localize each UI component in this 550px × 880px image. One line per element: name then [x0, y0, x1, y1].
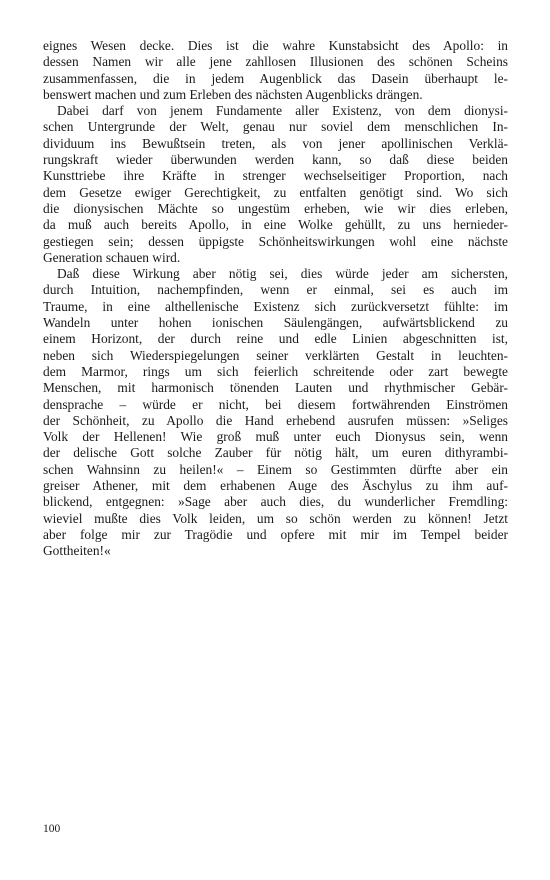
text-line: wieviel mußte dies Volk leiden, um so schön werden zu können! Jetzt — [43, 510, 508, 526]
text-line: Dabei darf von jenem Fundamente aller Existenz, von dem dionysi- — [57, 103, 508, 119]
text-line: dem Gesetze ewiger Gerechtigkeit, zu entfalten genötigt sind. Wo sich — [43, 184, 508, 200]
text-line: der delische Gott solche Zauber für nötig hält, um euren dithyrambi- — [43, 445, 508, 461]
text-line: Generation schauen wird. — [43, 249, 181, 265]
text-line: aber folge mir zur Tragödie und opfere mit mir im Tempel beider — [43, 526, 508, 542]
text-line: dem Marmor, rings um sich feierlich schreitende oder zart bewegte — [43, 363, 508, 379]
text-line: densprache – würde er nicht, bei diesem fortwährenden Einströmen — [43, 396, 508, 412]
text-line: dessen Namen wir alle jene zahllosen Illusionen des schönen Scheins — [43, 54, 508, 70]
text-line: zusammenfassen, die in jedem Augenblick das Dasein überhaupt le- — [43, 70, 508, 86]
text-line: die dionysischen Mächte so ungestüm erheben, wie wir dies erleben, — [43, 200, 508, 216]
page-number: 100 — [43, 823, 61, 835]
text-line: einem Horizont, der durch reine und edle Linien abgeschnitten ist, — [43, 331, 508, 347]
text-line: Gottheiten!« — [43, 543, 111, 559]
text-line: Volk der Hellenen! Wie groß muß unter euch Dionysus sein, wenn — [43, 429, 508, 445]
text-line: durch Intuition, nachempfinden, wenn er einmal, sei es auch im — [43, 282, 508, 298]
text-line: gestiegen sein; dessen üppigste Schönheitswirkungen wohl eine nächste — [43, 233, 508, 249]
text-line: blickend, entgegnen: »Sage aber auch dies, du wunderlicher Fremdling: — [43, 494, 508, 510]
text-line: Menschen, mit harmonisch tönenden Lauten und rhythmischer Gebär- — [43, 380, 508, 396]
text-line: rungskraft wieder überwunden werden kann, so daß diese beiden — [43, 152, 508, 168]
text-line: greiser Athener, mit dem erhabenen Auge des Äschylus zu ihm auf- — [43, 478, 508, 494]
text-line: der Schönheit, zu Apollo die Hand erhebend ausrufen müssen: »Seliges — [43, 412, 508, 428]
text-line: Daß diese Wirkung aber nötig sei, dies würde jeder am sichersten, — [57, 266, 508, 282]
body-text — [43, 38, 508, 560]
text-line: benswert machen und zum Erleben des nächsten Augenblicks drängen. — [43, 86, 423, 102]
text-line: schen Wahnsinn zu heilen!« – Einem so Gestimmten dürfte aber ein — [43, 461, 508, 477]
text-line: schen Untergrunde der Welt, genau nur soviel dem menschlichen In- — [43, 119, 508, 135]
text-line: Traume, in eine althellenische Existenz sich zurückversetzt fühlte: im — [43, 298, 508, 314]
text-line: eignes Wesen decke. Dies ist die wahre Kunstabsicht des Apollo: in — [43, 38, 508, 53]
text-line: neben sich Wiederspiegelungen seiner verklärten Gestalt in leuchten- — [43, 347, 508, 363]
text-line: Kunsttriebe ihre Kräfte in strenger wechselseitiger Proportion, nach — [43, 168, 508, 184]
text-line: da muß auch bereits Apollo, in eine Wolke gehüllt, zu uns hernieder- — [43, 217, 508, 233]
text-line: dividuum ins Bewußtsein treten, als von jener apollinischen Verklä- — [43, 135, 508, 151]
text-line: Wandeln unter hohen ionischen Säulengängen, aufwärtsblickend zu — [43, 315, 508, 331]
